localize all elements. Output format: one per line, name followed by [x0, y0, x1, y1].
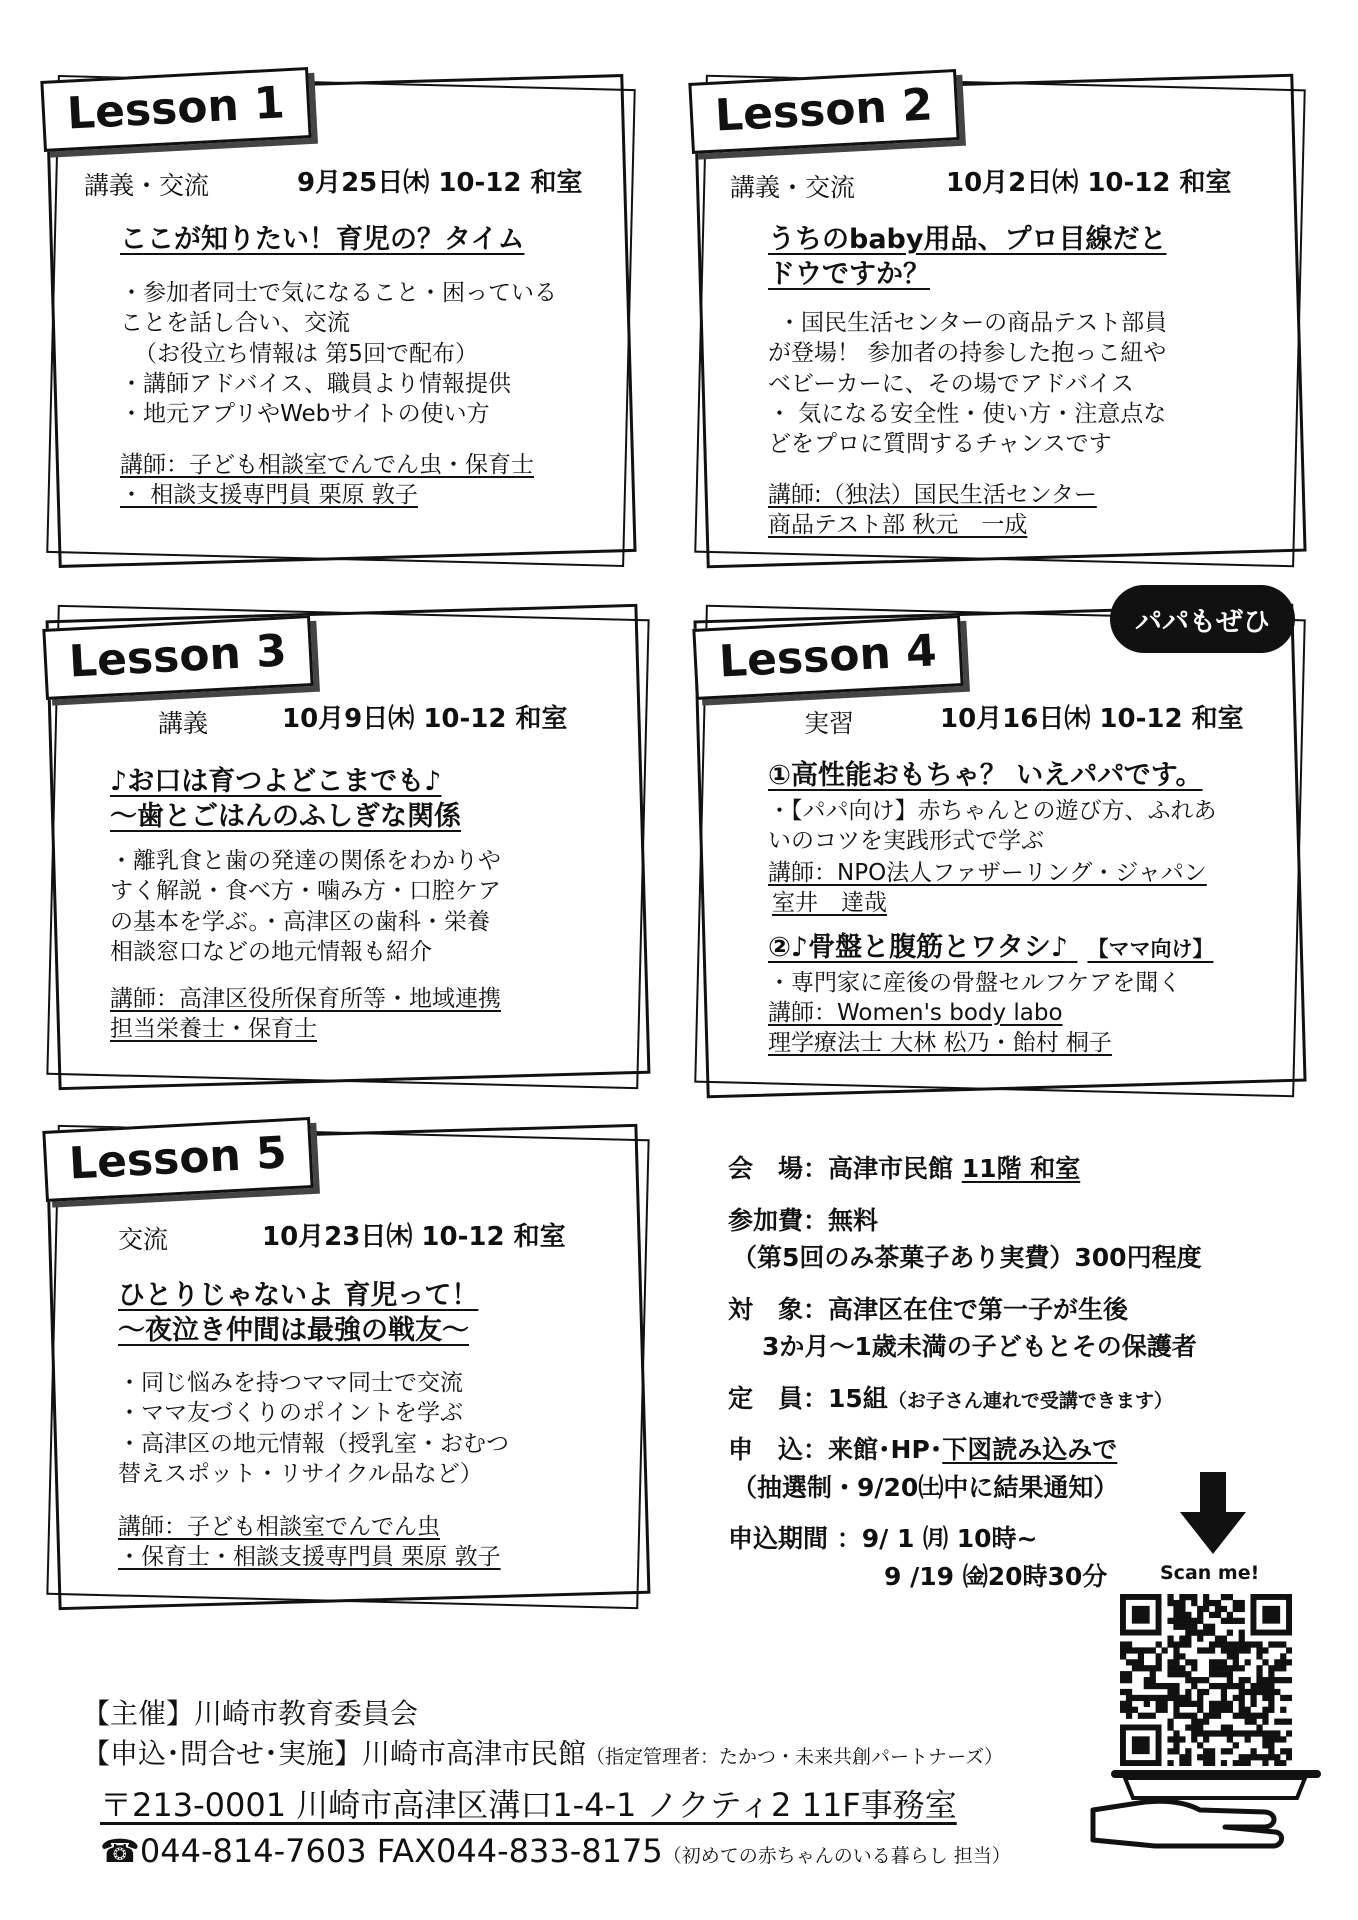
part1-title: ①高性能おもちゃ？ いえパパです。 — [768, 760, 1203, 791]
apply-qr-text: 下図読み込みで — [942, 1435, 1118, 1464]
lesson-lecturer — [768, 480, 1097, 541]
lesson-1-card — [52, 77, 630, 560]
phone-text: ☎044-814-7603 FAX044-833-8175 — [100, 1832, 663, 1870]
body-line: いのコツを実践形式で学ぶ — [768, 828, 1044, 855]
lesson-tag: Lesson 1 — [40, 67, 311, 152]
part1-lecturer — [768, 858, 1207, 919]
period-start: 9/ 1 ㈪ 10時~ — [861, 1524, 1038, 1553]
title-line: ドウですか？ — [768, 259, 930, 291]
part2-title-text: ②♪骨盤と腹筋とワタシ♪ — [768, 932, 1069, 963]
lesson-category: 講義・交流 — [730, 173, 856, 202]
lesson-body — [120, 278, 557, 430]
lesson-lecturer — [118, 1512, 501, 1573]
body-line: の基本を学ぶ。・高津区の歯科・栄養 — [110, 908, 490, 935]
title-line: うちのbaby用品、プロ目線だと — [768, 224, 1167, 255]
papa-badge: パパもぜひ — [1110, 585, 1295, 653]
address: 〒213-0001 川崎市高津区溝口1-4-1 ノクティ2 11F事務室 — [100, 1786, 957, 1824]
body-line: ・国民生活センターの商品テスト部員 — [778, 310, 1168, 336]
lesson-title — [110, 764, 461, 834]
body-line: ・ 気になる安全性・使い方・注意点な — [768, 401, 1167, 428]
lecturer-line: 理学療法士 大林 松乃・飴村 桐子 — [768, 1030, 1112, 1057]
lesson-body — [118, 1368, 509, 1489]
body-line: ・高津区の地元情報（授乳室・おむつ — [118, 1430, 509, 1457]
capacity-row — [728, 1380, 1328, 1418]
body-line: が登場！ 参加者の持参した抱っこ紐や — [768, 340, 1167, 367]
fee-note: （第5回のみ茶菓子あり実費）300円程度 — [732, 1243, 1202, 1272]
lecturer-line: 講師：子ども相談室でんでん虫・保育士 — [120, 452, 534, 478]
part2-title — [768, 930, 1213, 965]
body-line: （お役立ち情報は 第5回で配布） — [134, 340, 478, 367]
target-row — [728, 1291, 1328, 1329]
lesson-category: 講義 — [158, 709, 209, 738]
body-line: すく解説・食べ方・噛み方・口腔ケア — [110, 878, 501, 905]
body-line: ・同じ悩みを持つママ同士で交流 — [118, 1370, 463, 1396]
lesson-3-card — [52, 612, 644, 1082]
apply-text: 来館･HP･ — [828, 1435, 943, 1464]
part2-body — [768, 968, 1181, 998]
body-line: 替えスポット・リサイクル品など） — [118, 1461, 483, 1488]
lesson-tag: Lesson 5 — [42, 1117, 313, 1202]
title-line: ～歯とごはんのふしぎな関係 — [110, 801, 461, 833]
target-text: 高津区在住で第一子が生後 — [828, 1294, 1129, 1324]
body-line: ・ママ友づくりのポイントを学ぶ — [118, 1400, 463, 1427]
title-line: ♪お口は育つよどこまでも♪ — [110, 766, 442, 797]
scan-me-label: Scan me! — [1160, 1562, 1260, 1584]
lecturer-line: 講師:（独法）国民生活センター — [768, 482, 1097, 508]
fee-row — [728, 1202, 1328, 1240]
body-line: ・離乳食と歯の発達の関係をわかりや — [110, 848, 501, 874]
lecturer-line: 担当栄養士・保育士 — [110, 1016, 317, 1043]
lesson-body — [110, 846, 501, 967]
lesson-lecturer — [110, 984, 501, 1045]
body-line: ・参加者同士で気になること・困っている — [120, 280, 557, 306]
title-line: ここが知りたい！育児の？タイム — [120, 224, 525, 255]
phone — [100, 1832, 1011, 1870]
capacity-note: （お子さん連れで受講できます） — [887, 1389, 1173, 1412]
lesson-category: 実習 — [804, 709, 855, 738]
lesson-category: 交流 — [118, 1225, 169, 1254]
lecturer-line: 講師：子ども相談室でんでん虫 — [118, 1514, 440, 1540]
venue-text: 高津市民館 — [828, 1154, 962, 1183]
period-end: 9 /19 ㈮20時30分 — [884, 1561, 1108, 1591]
lesson-date: 9月25日㈭ 10-12 和室 — [297, 168, 583, 198]
apply-note: （抽選制・9/20㈯中に結果通知） — [732, 1472, 1119, 1502]
hand-holding-icon — [1085, 1740, 1335, 1855]
capacity-text: 15組 — [828, 1383, 888, 1413]
organizer: 【主催】川崎市教育委員会 — [82, 1697, 419, 1730]
part2-lecturer — [768, 998, 1112, 1059]
body-line: ・地元アプリやWebサイトの使い方 — [120, 401, 490, 428]
fee-text: 無料 — [828, 1205, 879, 1235]
venue-row — [728, 1150, 1328, 1188]
lesson-lecturer — [120, 450, 534, 511]
lecturer-line: 講師：Women's body labo — [768, 1000, 1063, 1026]
lesson-date: 10月16日㈭ 10-12 和室 — [940, 704, 1244, 734]
lesson-date: 10月23日㈭ 10-12 和室 — [262, 1222, 566, 1252]
lecturer-line: 講師：高津区役所保育所等・地域連携 — [110, 986, 501, 1012]
lecturer-line: ・ 相談支援専門員 栗原 敦子 — [120, 482, 418, 509]
lesson-date: 10月9日㈭ 10-12 和室 — [282, 704, 568, 734]
contact-text: 【申込･問合せ･実施】川崎市高津市民館 — [82, 1737, 587, 1770]
lesson-tag: Lesson 2 — [688, 69, 959, 154]
lesson-2-card — [700, 79, 1300, 560]
part1-body — [768, 796, 1217, 857]
title-line: ～夜泣き仲間は最強の戦友～ — [118, 1315, 469, 1347]
body-line: 相談窓口などの地元情報も紹介 — [110, 939, 432, 966]
body-line: ことを話し合い、交流 — [120, 310, 350, 337]
venue-label: 会 場： — [728, 1154, 829, 1183]
lesson-title — [768, 222, 1166, 292]
lesson-title — [120, 222, 524, 257]
lecturer-line: ・保育士・相談支援専門員 栗原 敦子 — [118, 1544, 501, 1571]
arrow-down-icon — [1180, 1472, 1246, 1554]
period-label: 申込期間 ： — [728, 1524, 862, 1553]
phone-note: （初めての赤ちゃんのいる暮らし 担当） — [662, 1845, 1011, 1867]
lesson-body — [768, 308, 1167, 460]
lesson-4-card — [700, 612, 1300, 1090]
target-text-2: 3か月～1歳未満の子どもとその保護者 — [762, 1332, 1197, 1361]
body-line: ・【パパ向け】赤ちゃんとの遊び方、ふれあ — [768, 798, 1217, 824]
lecturer-line: 商品テスト部 秋元 一成 — [768, 512, 1028, 539]
venue-room: 11階 和室 — [961, 1154, 1081, 1183]
capacity-label: 定 員： — [728, 1383, 829, 1413]
contact-note: （指定管理者：たかつ・未来共創パートナーズ） — [586, 1746, 1004, 1768]
title-line: ひとりじゃないよ 育児って！ — [118, 1280, 479, 1311]
body-line: ・専門家に産後の骨盤セルフケアを聞く — [768, 970, 1182, 996]
lesson-5-card — [52, 1127, 644, 1602]
lesson-category: 講義・交流 — [84, 171, 210, 200]
lesson-tag: Lesson 4 — [692, 615, 963, 700]
contact — [82, 1732, 1003, 1772]
lecturer-line: 講師：NPO法人ファザーリング・ジャパン — [768, 860, 1207, 886]
part2-note: 【ママ向け】 — [1087, 937, 1214, 961]
fee-label: 参加費： — [728, 1205, 829, 1235]
apply-row — [728, 1431, 1328, 1469]
lesson-date: 10月2日㈭ 10-12 和室 — [946, 168, 1232, 198]
lesson-tag: Lesson 3 — [42, 615, 313, 700]
lecturer-line: 室井 達哉 — [772, 890, 887, 917]
target-label: 対 象： — [728, 1294, 829, 1324]
body-line: ベビーカーに、その場でアドバイス — [768, 370, 1134, 397]
body-line: ・講師アドバイス、職員より情報提供 — [120, 371, 511, 398]
body-line: どをプロに質問するチャンスです — [768, 431, 1112, 458]
apply-label: 申 込： — [728, 1435, 829, 1464]
lesson-title — [118, 1278, 478, 1348]
